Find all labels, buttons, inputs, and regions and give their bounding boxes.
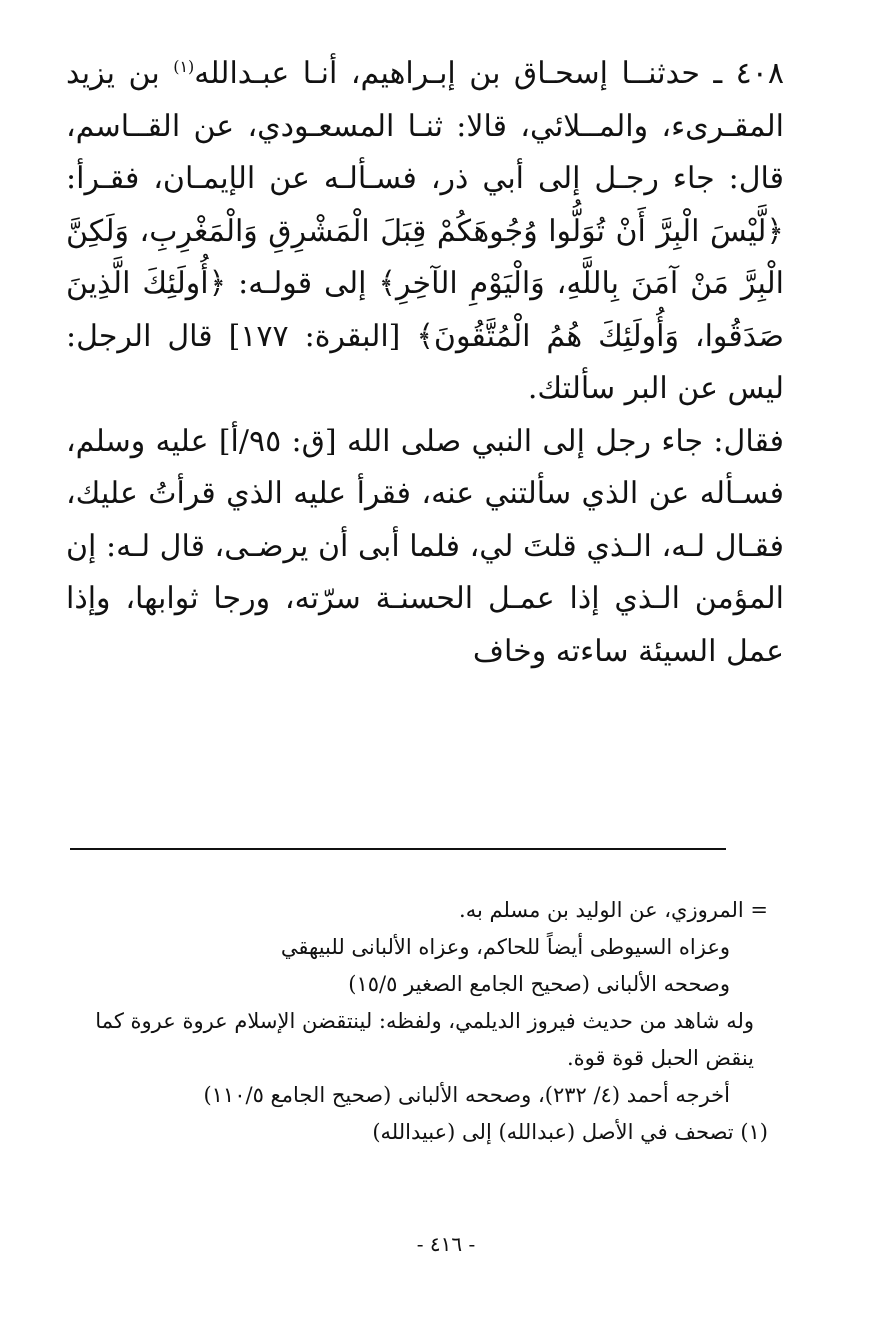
footnote-reference: (١) bbox=[173, 57, 195, 76]
footnote-1: (١) تصحف في الأصل (عبدالله) إلى (عبيدالله) bbox=[372, 1120, 768, 1144]
hadith-paragraph-2: فقال: جاء رجل إلى النبي صلى الله [ق: ٩٥/أ] عليه وسلم، فسـأله عن الذي سألتني عنه، فقرأ عليه الذي قرأتُ عليك، فقـال لـه، الـذي قلتَ لي، فلما أبى أن يرضـى، قال لـه: إن المؤمن الـذي إذا عمـل الحسنـة سرّته، ورجا ثوابها، وإذا عمل السيئة ساءته وخاف bbox=[66, 423, 784, 669]
hadith-text bbox=[66, 48, 784, 678]
footnotes-section bbox=[80, 892, 768, 1151]
hadith-isnad-start: حدثنــا إسحـاق بن إبـراهيم، أنـا عبـدالله bbox=[194, 56, 714, 91]
footnote-divider bbox=[70, 848, 726, 850]
footnote-line: أخرجه أحمد (٤/ ٢٣٢)، وصححه الألبانى (صحيح الجامع ١١٠/٥) bbox=[203, 1083, 730, 1107]
footnote-line: وله شاهد من حديث فيروز الديلمي، ولفظه: لينتقضن الإسلام عروة عروة كما bbox=[95, 1009, 754, 1033]
page-number: - ٤١٦ - bbox=[416, 1232, 476, 1256]
footnote-continuation: = المروزي، عن الوليد بن مسلم به. bbox=[459, 898, 768, 922]
hadith-body: بن يزيد المقـرىء، والمــلائي، قالا: ثنـا المسعـودي، عن القــاسم، قال: جاء رجـل إلى أبي ذر، فسـألـه عن الإيمـان، فقـرأ: ﴿لَّيْسَ الْبِرَّ أَنْ تُوَلُّوا وُجُوهَكُمْ قِبَلَ الْمَشْرِقِ وَالْمَغْرِبِ، وَلَكِنَّ الْبِرَّ مَنْ آمَنَ بِاللَّهِ، وَالْيَوْمِ الآخِرِ﴾ إلى قولـه: ﴿أُولَئِكَ الَّذِينَ صَدَقُوا، وَأُولَئِكَ هُمُ الْمُتَّقُونَ﴾ [البقرة: ١٧٧] قال الرجل: ليس عن البر سألتك. bbox=[66, 56, 785, 406]
hadith-number: ٤٠٨ ـ bbox=[713, 56, 785, 91]
footnote-line: ينقض الحبل قوة قوة. bbox=[566, 1046, 754, 1070]
hadith-paragraph-1 bbox=[66, 48, 784, 416]
footnote-line: وعزاه السيوطى أيضاً للحاكم، وعزاه الألبانى للبيهقي bbox=[280, 935, 730, 959]
footnote-line: وصححه الألبانى (صحيح الجامع الصغير ١٥/٥) bbox=[348, 972, 730, 996]
